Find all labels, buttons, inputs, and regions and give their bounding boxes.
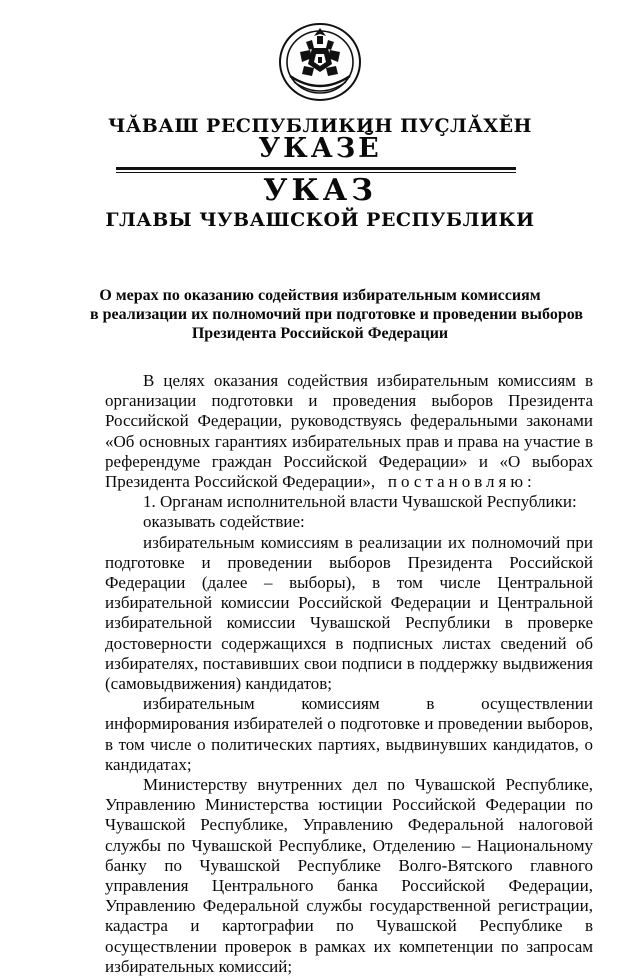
- preamble-text: В целях оказания содействия избирательным комиссиям в организации подготовки и проведения выборов Президента Российской Федерации, руководствуясь федеральными законами «Об основных гарантиях избирательных прав и права на участие в референдуме граждан Российской Федерации» и «О выборах Президента Российской Федерации»,: [105, 371, 593, 492]
- item-1: 1. Органам исполнительной власти Чувашской Республики:: [143, 492, 577, 512]
- chuvash-header-line: ЧӐВАШ РЕСПУБЛИКИН ПУҪЛӐХӖН: [107, 115, 533, 137]
- item-1-sub-1: избирательным комиссиям в реализации их полномочий при подготовке и проведении выборов Президента Российской Федерации (далее – выборы), в том числе Центральной избирательной комиссии Российской Федерации и Центральной избирательной комиссии Чувашской Республики в проверке достоверности содержащихся в подписных листах сведений об избирателях, поставивших свои подписи в поддержку выдвижения (самовыдвижения) кандидатов;: [105, 532, 593, 694]
- preamble-paragraph: [105, 371, 593, 492]
- decree-title-line-3: Президента Российской Федерации: [191, 325, 449, 342]
- coat-of-arms-icon: [276, 18, 364, 102]
- glavy-heading: ГЛАВЫ ЧУВАШСКОЙ РЕСПУБЛИКИ: [105, 209, 535, 231]
- chuvash-ukaze-heading: УКАЗӖ: [258, 133, 382, 164]
- ukaz-heading: УКАЗ: [263, 173, 377, 208]
- item-1-sub-2: избирательным комиссиям в осуществлении информирования избирателей о подготовке и проведении выборов, в том числе о политических партиях, выдвинувших кандидатов, о кандидатах;: [105, 694, 593, 774]
- postanovlyayu-word: постановляю:: [387, 472, 536, 492]
- item-1-sub-3: Министерству внутренних дел по Чувашской Республике, Управлению Министерства юстиции Российской Федерации по Чувашской Республике, Управлению Федеральной налоговой службы по Чувашской Республике, Отделению – Национальному банку по Чувашской Республике Волго-Вятского главного управления Центрального банка Российской Федерации, Управлению Федеральной службы государственной регистрации, кадастра и картографии по Чувашской Республике в осуществлении проверок в рамках их компетенции по запросам избирательных комиссий;: [105, 775, 593, 976]
- decree-title-line-2: в реализации их полномочий при подготовке и проведении выборов: [90, 306, 583, 323]
- decree-body: [105, 371, 593, 977]
- decree-title: [90, 286, 583, 343]
- decree-title-line-1: О мерах по оказанию содействия избирательным комиссиям: [99, 287, 541, 304]
- item-1-action: оказывать содействие:: [143, 512, 305, 532]
- header-divider-thick: [116, 167, 516, 170]
